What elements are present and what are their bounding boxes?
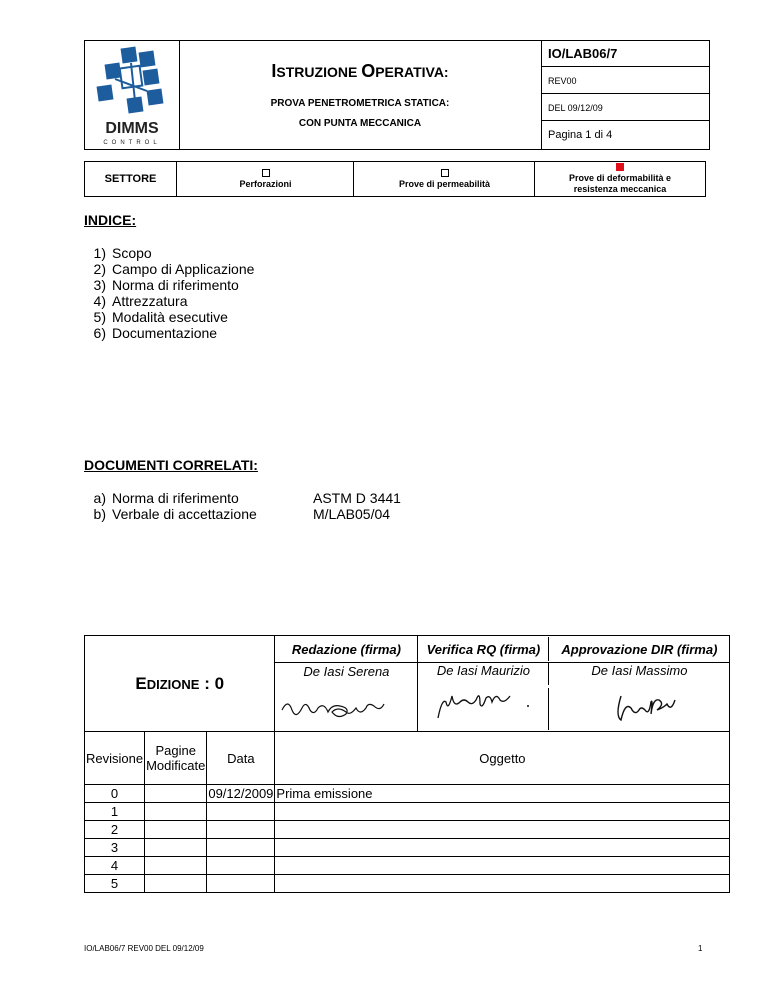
signature-icon <box>549 688 729 728</box>
document-header <box>84 40 710 150</box>
edition-grid <box>84 635 730 893</box>
table-row: 2 <box>85 821 730 839</box>
sector-option-permeabilita: Prove di permeabilità <box>355 162 535 196</box>
sector-row <box>84 161 706 197</box>
list-item: b) Verbale di accettazione M/LAB05/04 <box>93 506 391 522</box>
header-title-block <box>180 41 540 149</box>
header-info-block <box>541 41 710 149</box>
header-revisione: Revisione <box>85 732 145 785</box>
logo-sub: CONTROL <box>103 140 161 146</box>
header-pagine-modificate: Pagine Modificate <box>145 732 207 785</box>
doc-subtitle-2: CON PUNTA MECCANICA <box>298 118 422 129</box>
sector-option-perforazioni: Perforazioni <box>178 162 354 196</box>
header-oggetto: Oggetto <box>275 732 730 785</box>
list-item: 3) Norma di riferimento <box>93 277 239 293</box>
index-title: INDICE: <box>84 212 137 228</box>
list-item: 1) Scopo <box>93 245 152 261</box>
table-row: 4 <box>85 857 730 875</box>
list-item: 2) Campo di Applicazione <box>93 261 255 277</box>
checkbox-icon <box>262 169 270 177</box>
col-redazione: Redazione (firma) <box>275 636 418 663</box>
doc-title: ISTRUZIONE OPERATIVA: <box>271 61 449 81</box>
signature-icon <box>276 692 416 722</box>
signature-approvazione <box>549 688 729 730</box>
table-row: 5 <box>85 875 730 893</box>
list-item: a) Norma di riferimento ASTM D 3441 <box>93 490 401 506</box>
signature-icon <box>418 688 543 726</box>
checked-checkbox-icon <box>616 163 624 171</box>
table-row: 0 09/12/2009 Prima emissione <box>85 785 730 803</box>
list-item: 6) Documentazione <box>93 325 218 341</box>
header-data: Data <box>207 732 275 785</box>
sector-label: SETTORE <box>85 162 177 196</box>
name-approvazione: De Iasi Massimo <box>591 663 688 678</box>
list-item: 5) Modalità esecutive <box>93 309 228 325</box>
related-doc-ref: M/LAB05/04 <box>313 506 391 522</box>
sector-option-deformabilita: Prove di deformabilità e resistenza meccanica <box>536 162 704 196</box>
doc-page: Pagina 1 di 4 <box>548 129 613 141</box>
doc-revision: REV00 <box>542 68 710 94</box>
related-doc-ref: ASTM D 3441 <box>313 490 401 506</box>
name-redazione: De Iasi Serena <box>275 663 418 688</box>
table-row: 1 <box>85 803 730 821</box>
doc-subtitle-1: PROVA PENETROMETRICA STATICA: <box>270 98 450 109</box>
list-item: 4) Attrezzatura <box>93 293 188 309</box>
checkbox-icon <box>441 169 449 177</box>
table-row: 3 <box>85 839 730 857</box>
name-verifica: De Iasi Maurizio <box>418 663 549 685</box>
related-docs-list <box>84 490 504 522</box>
footer-page-number: 1 <box>698 944 703 953</box>
col-approvazione: Approvazione DIR (firma) <box>561 641 718 657</box>
edition-label-cell: EDIZIONE : 0 <box>85 636 275 732</box>
footer-doc-ref: IO/LAB06/7 REV00 DEL 09/12/09 <box>84 944 204 953</box>
logo-name: DIMMS <box>105 120 159 137</box>
related-docs-title: DOCUMENTI CORRELATI: <box>84 457 258 473</box>
signature-redazione <box>275 687 418 732</box>
company-logo <box>85 41 180 149</box>
index-list <box>84 245 254 341</box>
signature-verifica <box>418 688 549 730</box>
doc-code: IO/LAB06/7 <box>542 41 710 67</box>
col-verifica: Verifica RQ (firma) <box>418 637 549 661</box>
doc-date: DEL 09/12/09 <box>542 95 710 121</box>
